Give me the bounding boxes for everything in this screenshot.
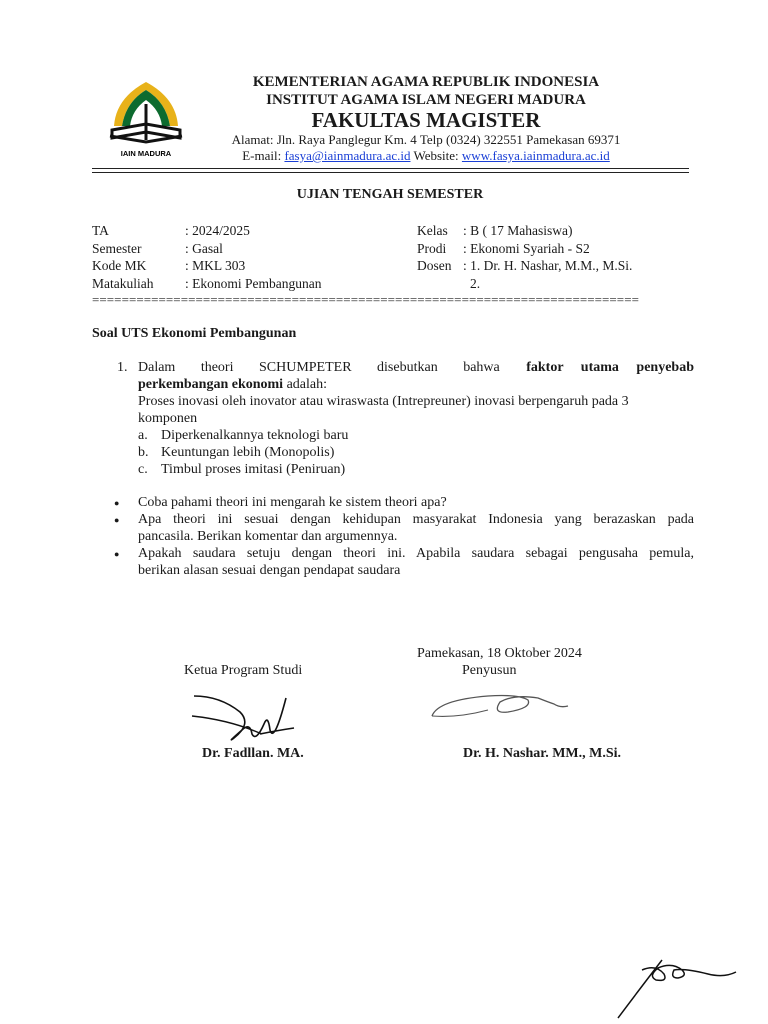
bullet-2-line-1: Apa theori ini sesuai dengan kehidupan masyarakat Indonesia yang berazaskan pada (138, 512, 694, 527)
bullet-marker: ● (114, 515, 120, 525)
info-label-semester: Semester (92, 241, 142, 256)
exam-title: UJIAN TENGAH SEMESTER (296, 187, 484, 202)
left-signature (190, 690, 300, 750)
email-label: E-mail: (242, 148, 285, 163)
info-label-kelas: Kelas (417, 223, 448, 238)
info-value-dosen: : 1. Dr. H. Nashar, M.M., M.Si. (463, 258, 633, 273)
info-value-semester: : Gasal (185, 241, 223, 256)
question-number: 1. (117, 360, 128, 375)
info-value-kode: : MKL 303 (185, 258, 246, 273)
info-value-kelas: : B ( 17 Mahasiswa) (463, 223, 573, 238)
question-desc-1: Proses inovasi oleh inovator atau wiraswasta (Intrepreuner) inovasi berpengaruh pada 3 (138, 394, 629, 409)
right-signature (428, 686, 578, 726)
question-intro: Dalam theori SCHUMPETER disebutkan bahwa (138, 360, 500, 375)
info-value-prodi: : Ekonomi Syariah - S2 (463, 241, 590, 256)
question-desc-2: komponen (138, 411, 198, 426)
website-label: Website: (410, 148, 462, 163)
sub-text-a: Diperkenalkannya teknologi baru (161, 428, 349, 443)
right-role: Penyusun (462, 663, 517, 678)
bullet-1-text: Coba pahami theori ini mengarah ke sistem theori apa? (138, 495, 447, 510)
info-label-kode: Kode MK (92, 258, 147, 273)
question-bold-2: perkembangan ekonomi (138, 377, 284, 392)
ministry-name: KEMENTERIAN AGAMA REPUBLIK INDONESIA (252, 74, 600, 90)
left-signatory-name: Dr. Fadllan. MA. (202, 746, 304, 761)
bullet-2-line-2: pancasila. Berikan komentar dan argumennya. (138, 529, 398, 544)
bullet-marker: ● (114, 498, 120, 508)
question-bold-1: faktor utama penyebab (526, 360, 694, 375)
bullet-marker: ● (114, 549, 120, 559)
info-label-matakuliah: Matakuliah (92, 276, 154, 291)
bullet-3-line-1: Apakah saudara setuju dengan theori ini. Apabila saudara sebagai pengusaha pemula, (138, 546, 694, 561)
info-value-dosen-2: 2. (470, 276, 481, 291)
separator-line: ========================================================================== (92, 292, 639, 307)
email-link[interactable]: fasya@iainmadura.ac.id (284, 148, 411, 163)
sub-text-b: Keuntungan lebih (Monopolis) (161, 445, 335, 460)
info-value-ta: : 2024/2025 (185, 223, 250, 238)
section-title: Soal UTS Ekonomi Pembangunan (92, 326, 297, 341)
place-date: Pamekasan, 18 Oktober 2024 (417, 646, 582, 661)
header-rule-bottom (92, 172, 689, 173)
sub-marker-c: c. (138, 462, 148, 477)
sub-marker-a: a. (138, 428, 148, 443)
address-line: Alamat: Jln. Raya Panglegur Km. 4 Telp (0324) 322551 Pamekasan 69371 (231, 132, 621, 147)
left-role: Ketua Program Studi (184, 663, 303, 678)
info-label-ta: TA (92, 223, 109, 238)
question-intro-end: adalah: (283, 377, 327, 392)
question-line-2 (138, 377, 327, 394)
question-intro-line (138, 360, 694, 377)
sub-text-c: Timbul proses imitasi (Peniruan) (161, 462, 346, 477)
header-rule-top (92, 168, 689, 169)
right-signatory-name: Dr. H. Nashar. MM., M.Si. (463, 746, 622, 761)
institute-name: INSTITUT AGAMA ISLAM NEGERI MADURA (266, 92, 586, 108)
faculty-name: FAKULTAS MAGISTER (311, 108, 541, 132)
corner-paraf-signature (612, 956, 742, 1020)
info-label-dosen: Dosen (417, 258, 452, 273)
info-value-matakuliah: : Ekonomi Pembangunan (185, 276, 322, 291)
contact-line (42, 148, 768, 164)
logo-text: IAIN MADURA (120, 149, 172, 158)
bullet-3-line-2: berikan alasan sesuai dengan pendapat saudara (138, 563, 401, 578)
website-link[interactable]: www.fasya.iainmadura.ac.id (461, 148, 610, 163)
info-label-prodi: Prodi (417, 241, 447, 256)
sub-marker-b: b. (138, 445, 149, 460)
